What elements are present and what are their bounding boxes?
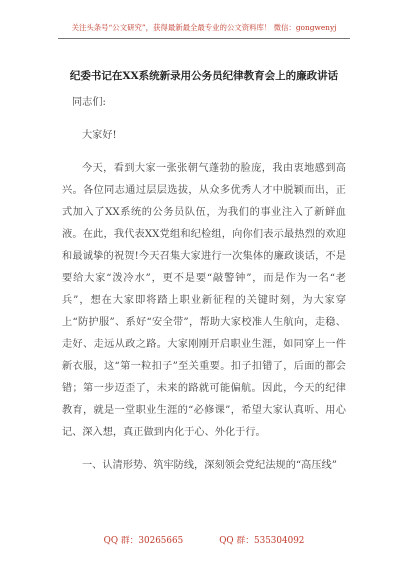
header-note: 关注头条号“公文研究”，获得最新最全最专业的公文资料库！ 微信：gongwenyj (71, 23, 337, 32)
footer-qq-group-1: QQ 群：30265665 (103, 536, 184, 546)
footer-contact (0, 533, 408, 546)
salutation: 同志们: (72, 97, 106, 108)
body-paragraph: 今天，看到大家一张张朝气蓬勃的脸庞，我由衷地感到高兴。各位同志通过层层选拔，从众多优秀人才中脱颖而出，正式加入了XX系统的公务员队伍，为我们的事业注入了新鲜血液。在此，我代表XX党组和纪检组，向你们表示最热烈的欢迎和最诚挚的祝贺!今天召集大家进行一次集体的廉政谈话，不是要给大家“泼冷水”，更不是要“敲警钟”，而是作为一名“老兵”，想在大家即将踏上职业新征程的关键时刻，为大家穿上“防护服”、系好“安全带”，帮助大家校准人生航向，走稳、走好、走远从政之路。大家刚刚开启职业生涯，如同穿上一件新衣服，这“第一粒扣子”至关重要。扣子扣错了，后面的都会错；第一步迈歪了，未来的路就可能偏航。因此，今天的纪律教育，就是一堂职业生涯的“必修课”，希望大家认真听、用心记、深入想，真正做到内化于心、外化于行。 (62, 163, 346, 438)
greeting: 大家好! (82, 130, 117, 141)
header-divider (58, 38, 350, 39)
document-title: 纪委书记在XX系统新录用公务员纪律教育会上的廉政讲话 (69, 70, 339, 82)
footer-qq-group-2: QQ 群：535304092 (219, 536, 305, 546)
section-heading: 一、认清形势、筑牢防线，深刻领会党纪法规的“高压线” (82, 460, 337, 471)
document-body (62, 92, 346, 488)
